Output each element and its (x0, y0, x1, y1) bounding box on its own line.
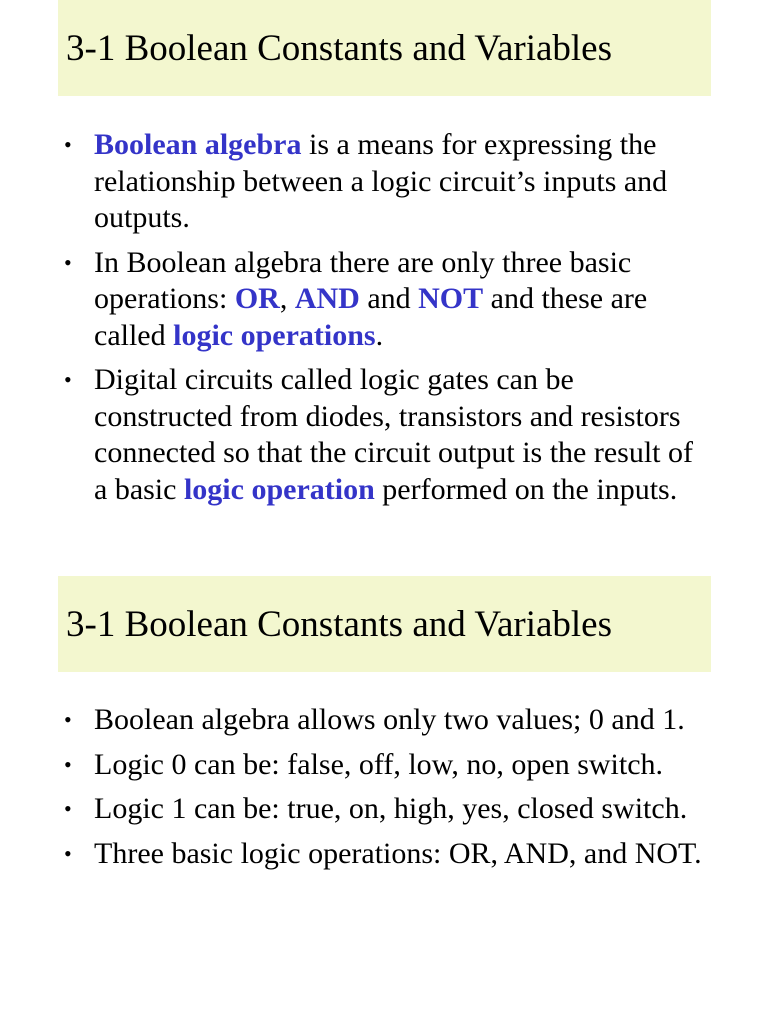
bullet-item (62, 836, 712, 873)
bullet-dot-icon: • (64, 751, 72, 777)
bullet-text: Three basic logic operations: OR, AND, and NOT. (94, 836, 702, 870)
highlighted-term: NOT (418, 282, 484, 315)
bullet-text: and (359, 282, 419, 315)
bullet-text: and these are called (94, 282, 648, 352)
bullet-dot-icon: • (64, 840, 72, 866)
highlighted-term: OR (234, 282, 280, 315)
bullet-text: Logic 0 can be: false, off, low, no, open switch. (94, 747, 664, 781)
highlighted-term: Boolean algebra (94, 128, 302, 161)
bullet-item (62, 245, 712, 355)
highlighted-term: AND (294, 282, 360, 315)
slide-title: 3-1 Boolean Constants and Variables (66, 28, 613, 69)
bullet-list (62, 127, 712, 516)
bullet-dot-icon: • (64, 367, 72, 392)
bullet-text: Logic 1 can be: true, on, high, yes, closed switch. (94, 792, 688, 825)
highlighted-term: logic operations (173, 318, 376, 352)
bullet-dot-icon: • (64, 796, 72, 821)
slide-title-bar (58, 576, 711, 672)
highlighted-term: logic operation (183, 472, 375, 506)
bullet-item (62, 747, 712, 784)
bullet-text: Boolean algebra allows only two values; 0 and 1. (94, 703, 685, 736)
bullet-text: In Boolean algebra there are only three basic operations: (94, 245, 632, 315)
bullet-item (62, 362, 712, 508)
bullet-dot-icon: • (64, 132, 72, 157)
bullet-dot-icon: • (64, 707, 72, 732)
bullet-text: , (279, 282, 295, 315)
bullet-text: is a means for expressing the relationship between a logic circuit’s inputs and outputs. (94, 128, 668, 234)
slide-title: 3-1 Boolean Constants and Variables (66, 604, 613, 645)
bullet-list (62, 702, 712, 880)
bullet-item (62, 791, 712, 828)
slide-title-bar (58, 0, 711, 96)
bullet-dot-icon: • (64, 249, 72, 275)
bullet-text: . (375, 318, 384, 352)
bullet-item (62, 127, 712, 237)
bullet-text: Digital circuits called logic gates can be constructed from diodes, transistors and resistors connected so that the circuit output is the result of a basic (94, 363, 694, 506)
slide-2 (0, 576, 768, 1024)
bullet-text: performed on the inputs. (374, 472, 678, 506)
bullet-item (62, 702, 712, 739)
